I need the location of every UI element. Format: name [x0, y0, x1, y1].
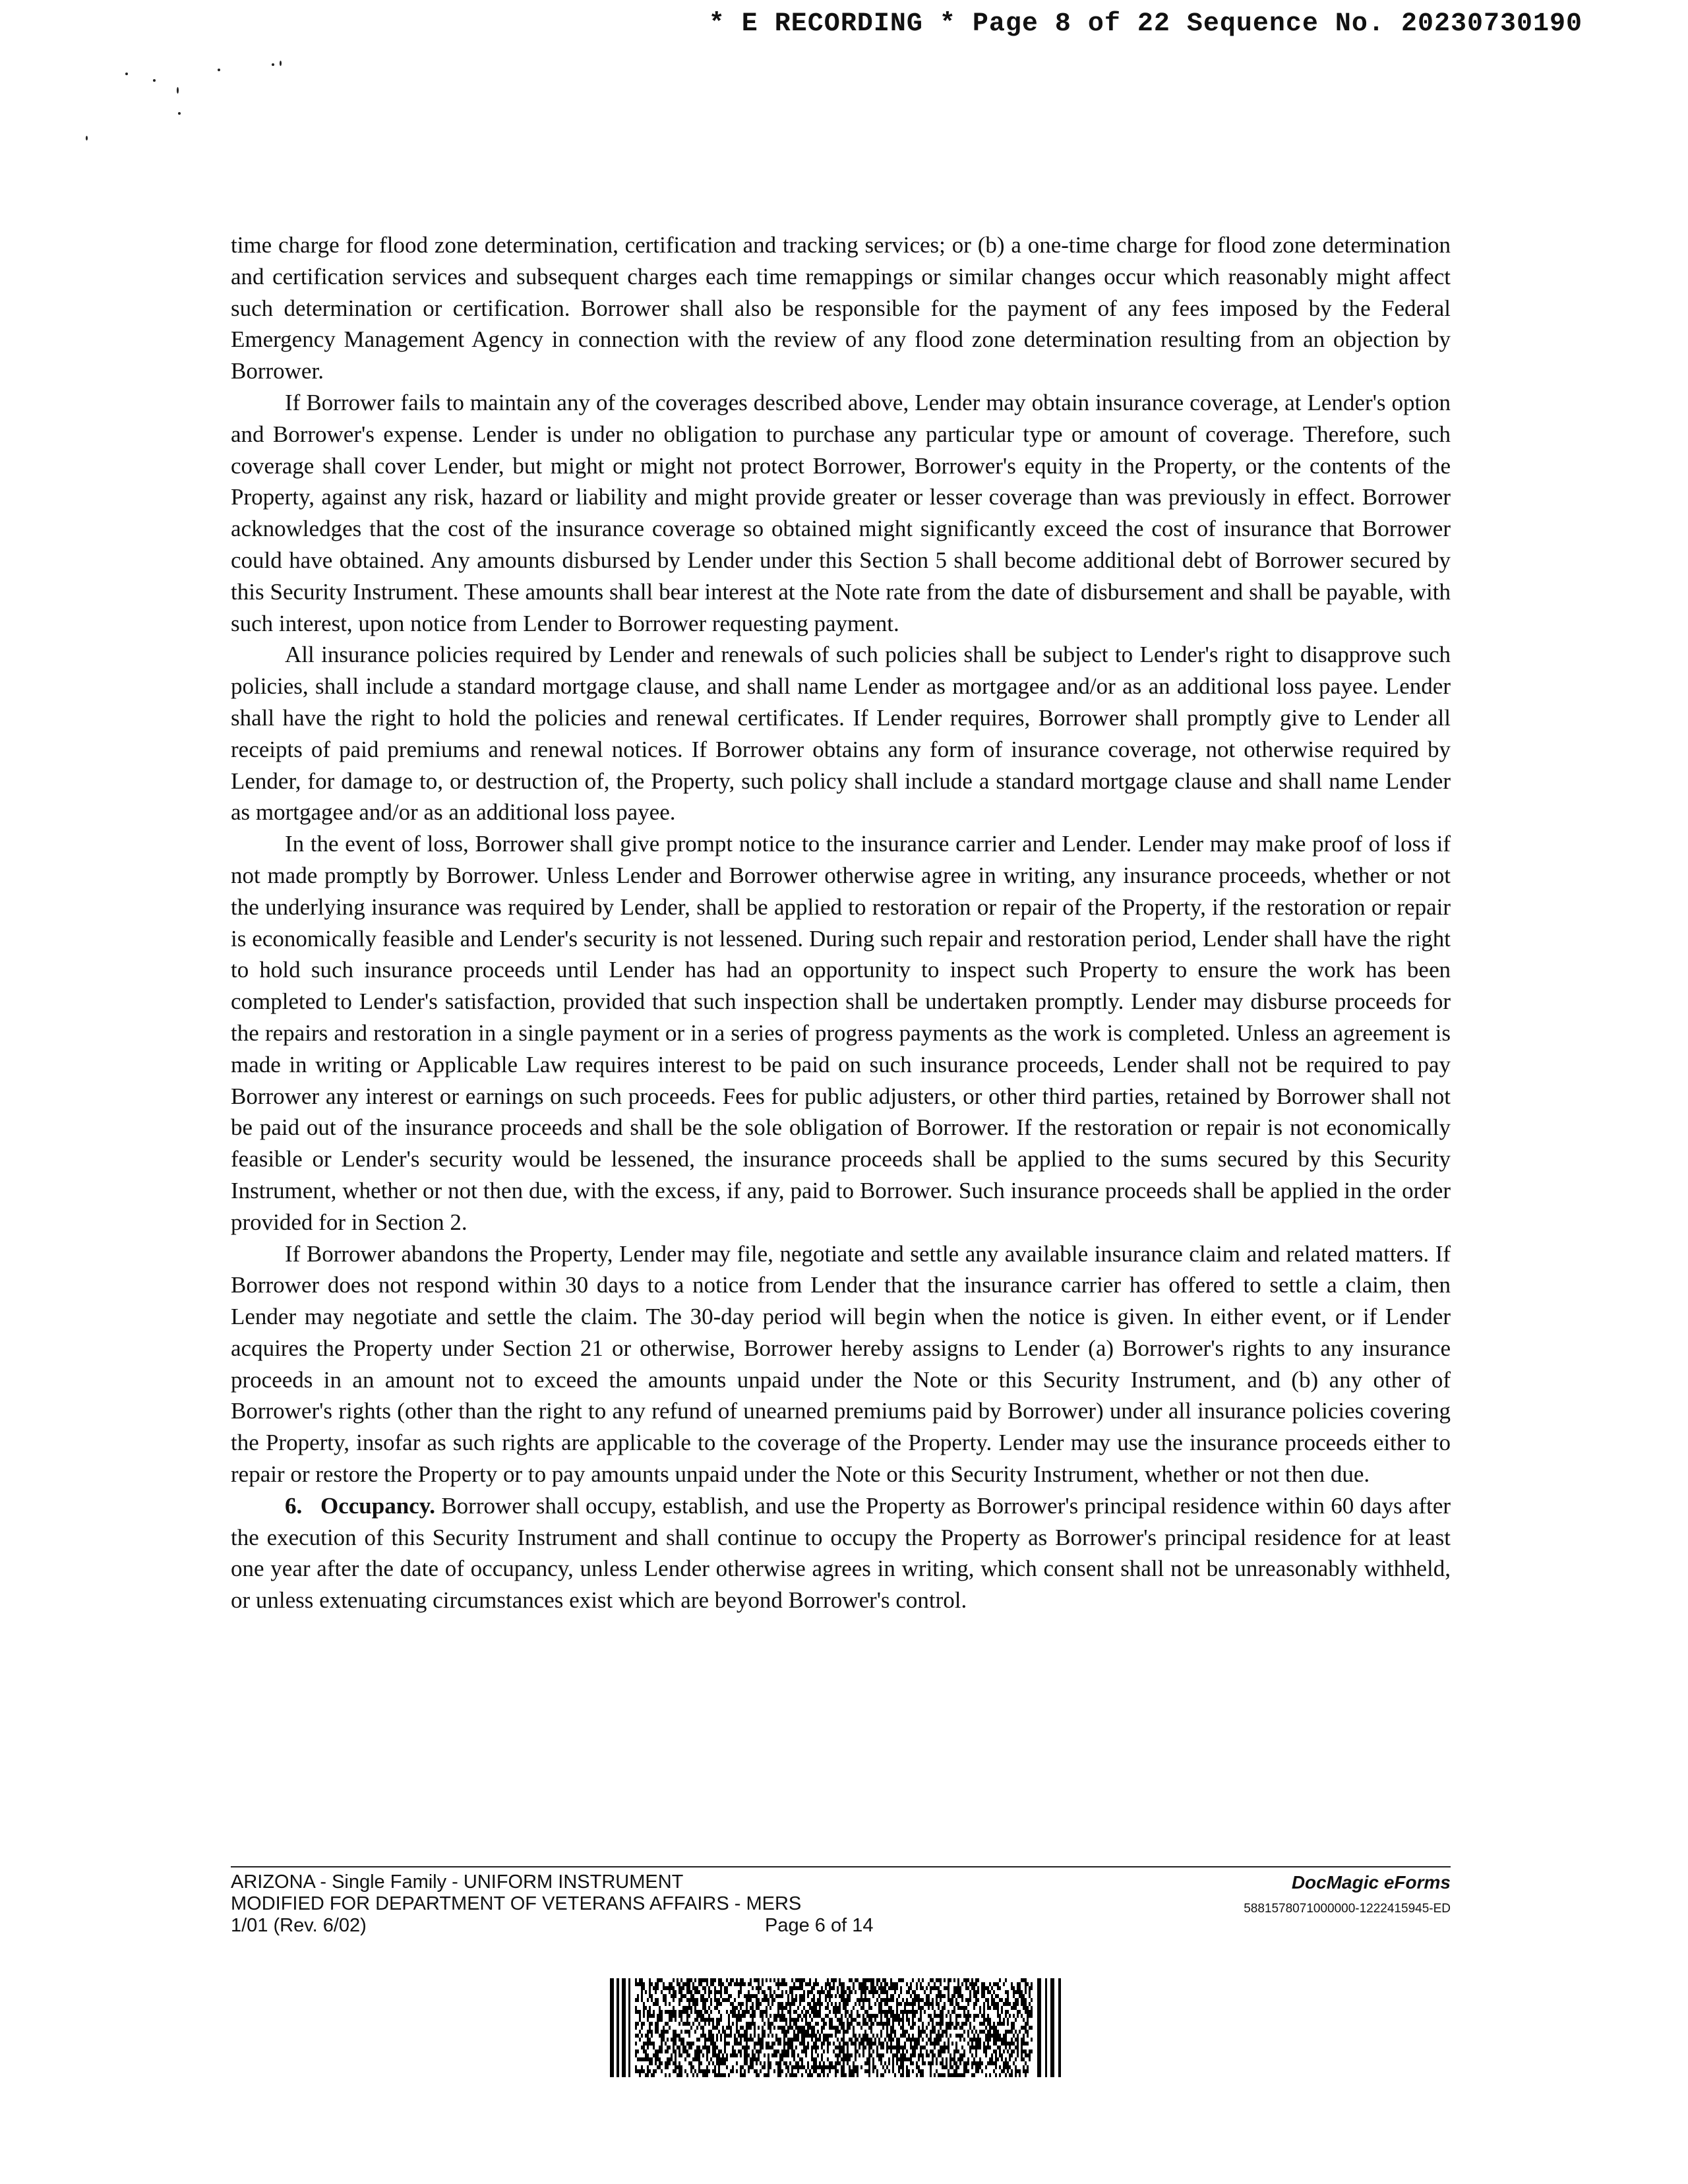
form-title: ARIZONA - Single Family - UNIFORM INSTRUMENT	[231, 1871, 684, 1893]
section-text: Borrower shall occupy, establish, and use the Property as Borrower's principal residence within 60 days after the execution of this Security Instrument and shall continue to occupy the Property as Borrower's principal residence for at least one year after the date of occupancy, unless Lender otherwise agrees in writing, which consent shall not be unreasonably withheld, or unless extenuating circumstances exist which are beyond Borrower's control.	[231, 1492, 1451, 1614]
footer-divider	[231, 1866, 1451, 1867]
section-title: Occupancy.	[320, 1492, 436, 1519]
recording-stamp: * E RECORDING * Page 8 of 22 Sequence No. 20230730190	[708, 9, 1582, 39]
paragraph-event-of-loss: In the event of loss, Borrower shall give prompt notice to the insurance carrier and Lender. Lender may make proof of loss if not made promptly by Borrower. Unless Lender and Borrower otherwise agree in writing, any insurance proceeds, whether or not the underlying insurance was required by Lender, shall be applied to restoration or repair of the Property, if the restoration or repair is economically feasible and Lender's security is not lessened. During such repair and restoration period, Lender shall have the right to hold such insurance proceeds until Lender has had an opportunity to inspect such Property to ensure the work has been completed to Lender's satisfaction, provided that such inspection shall be undertaken promptly. Lender may disburse proceeds for the repairs and restoration in a single payment or in a series of progress payments as the work is completed. Unless an agreement is made in writing or Applicable Law requires interest to be paid on such insurance proceeds, Lender shall not be required to pay Borrower any interest or earnings on such proceeds. Fees for public adjusters, or other third parties, retained by Borrower shall not be paid out of the insurance proceeds and shall be the sole obligation of Borrower. If the restoration or repair is not economically feasible or Lender's security would be lessened, the insurance proceeds shall be applied to the sums secured by this Security Instrument, whether or not then due, with the excess, if any, paid to Borrower. Such insurance proceeds shall be applied in the order provided for in Section 2.	[231, 831, 1451, 1235]
paragraph-flood-charges: time charge for flood zone determination, certification and tracking services; or (b) a one-time charge for flood zone determination and certification services and subsequent charges each time remappings or similar changes occur which reasonably might affect such determination or certification. Borrower shall also be responsible for the payment of any fees imposed by the Federal Emergency Management Agency in connection with the review of any flood zone determination resulting from an objection by Borrower.	[231, 232, 1451, 384]
paragraph-lender-coverage: If Borrower fails to maintain any of the coverages described above, Lender may obtain insurance coverage, at Lender's option and Borrower's expense. Lender is under no obligation to purchase any particular type or amount of coverage. Therefore, such coverage shall cover Lender, but might or might not protect Borrower, Borrower's equity in the Property, or the contents of the Property, against any risk, hazard or liability and might provide greater or lesser coverage than was previously in effect. Borrower acknowledges that the cost of the insurance coverage so obtained might significantly exceed the cost of insurance that Borrower could have obtained. Any amounts disbursed by Lender under this Section 5 shall become additional debt of Borrower secured by this Security Instrument. These amounts shall bear interest at the Note rate from the date of disbursement and shall be payable, with such interest, upon notice from Lender to Borrower requesting payment.	[231, 389, 1451, 636]
scan-specks	[0, 0, 330, 171]
paragraph-insurance-policies: All insurance policies required by Lender and renewals of such policies shall be subject to Lender's right to disapprove such policies, shall include a standard mortgage clause, and shall name Lender as mortgagee and/or as an additional loss payee. Lender shall have the right to hold the policies and renewal certificates. If Lender requires, Borrower shall promptly give to Lender all receipts of paid premiums and renewal notices. If Borrower obtains any form of insurance coverage, not otherwise required by Lender, for damage to, or destruction of, the Property, such policy shall include a standard mortgage clause and shall name Lender as mortgagee and/or as an additional loss payee.	[231, 642, 1451, 826]
form-subtitle: MODIFIED FOR DEPARTMENT OF VETERANS AFFAIRS - MERS	[231, 1893, 802, 1914]
form-revision: 1/01 (Rev. 6/02)	[231, 1915, 367, 1936]
document-id: 5881578071000000-1222415945-ED	[1244, 1902, 1451, 1916]
form-identification	[231, 1871, 801, 1937]
section-6-occupancy	[231, 1490, 1451, 1616]
docmagic-logo: DocMagic eForms	[1291, 1872, 1451, 1893]
page-number: Page 6 of 14	[765, 1915, 874, 1936]
paragraph-abandonment: If Borrower abandons the Property, Lender may file, negotiate and settle any available insurance claim and related matters. If Borrower does not respond within 30 days to a notice from Lender that the insurance carrier has offered to settle a claim, then Lender may negotiate and settle the claim. The 30-day period will begin when the notice is given. In either event, or if Lender acquires the Property under Section 21 or otherwise, Borrower hereby assigns to Lender (a) Borrower's rights to any insurance proceeds in an amount not to exceed the amounts unpaid under the Note or this Security Instrument, and (b) any other of Borrower's rights (other than the right to any refund of unearned premiums paid by Borrower) under all insurance policies covering the Property, insofar as such rights are applicable to the coverage of the Property. Lender may use the insurance proceeds either to repair or restore the Property or to pay amounts unpaid under the Note or this Security Instrument, whether or not then due.	[231, 1240, 1451, 1488]
document-body	[231, 229, 1451, 1616]
barcode-icon	[610, 1978, 1065, 2077]
section-number: 6.	[285, 1492, 303, 1519]
